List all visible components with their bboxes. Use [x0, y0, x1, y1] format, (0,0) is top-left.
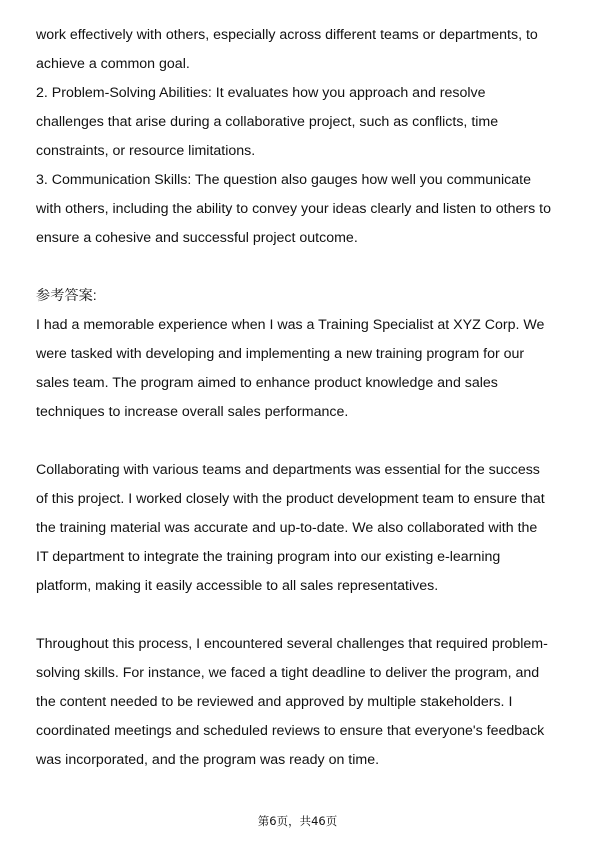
text-line: Collaborating with various teams and departments was essential for the success — [36, 462, 540, 478]
answer-paragraph-2 — [36, 456, 571, 601]
text-line: Throughout this process, I encountered several challenges that required problem- — [36, 636, 548, 652]
text-line: was incorporated, and the program was ready on time. — [36, 752, 380, 768]
text-line: challenges that arise during a collaborative project, such as conflicts, time — [36, 114, 499, 130]
answer-paragraph-1 — [36, 311, 571, 427]
text-line: achieve a common goal. — [36, 56, 190, 72]
text-line: with others, including the ability to convey your ideas clearly and listen to others to — [36, 201, 551, 217]
text-line: coordinated meetings and scheduled reviews to ensure that everyone's feedback — [36, 723, 545, 739]
text-line: were tasked with developing and implementing a new training program for our — [36, 346, 525, 362]
page-number: 第6页，共46页 — [257, 814, 338, 828]
text-line: work effectively with others, especially across different teams or departments, to — [36, 27, 538, 43]
text-line: sales team. The program aimed to enhance product knowledge and sales — [36, 375, 498, 391]
text-line: ensure a cohesive and successful project outcome. — [36, 230, 358, 246]
spacer — [36, 601, 571, 630]
intro-text — [36, 21, 571, 79]
text-line: the content needed to be reviewed and approved by multiple stakeholders. I — [36, 694, 513, 710]
text-line: constraints, or resource limitations. — [36, 143, 256, 159]
text-line: solving skills. For instance, we faced a tight deadline to deliver the program, and — [36, 665, 540, 681]
point-problem-solving — [36, 79, 571, 166]
text-line: the training material was accurate and up-to-date. We also collaborated with the — [36, 520, 538, 536]
document-body — [36, 21, 571, 775]
text-line: 3. Communication Skills: The question also gauges how well you communicate — [36, 172, 531, 188]
text-line: techniques to increase overall sales performance. — [36, 404, 349, 420]
point-communication — [36, 166, 571, 253]
answer-label: 参考答案: — [36, 288, 97, 304]
text-line: I had a memorable experience when I was a Training Specialist at XYZ Corp. We — [36, 317, 545, 333]
spacer — [36, 427, 571, 456]
text-line: 2. Problem-Solving Abilities: It evaluates how you approach and resolve — [36, 85, 486, 101]
text-line: IT department to integrate the training program into our existing e-learning — [36, 549, 501, 565]
text-line: of this project. I worked closely with the product development team to ensure that — [36, 491, 545, 507]
spacer — [36, 253, 571, 282]
answer-paragraph-3 — [36, 630, 571, 775]
text-line: platform, making it easily accessible to all sales representatives. — [36, 578, 439, 594]
